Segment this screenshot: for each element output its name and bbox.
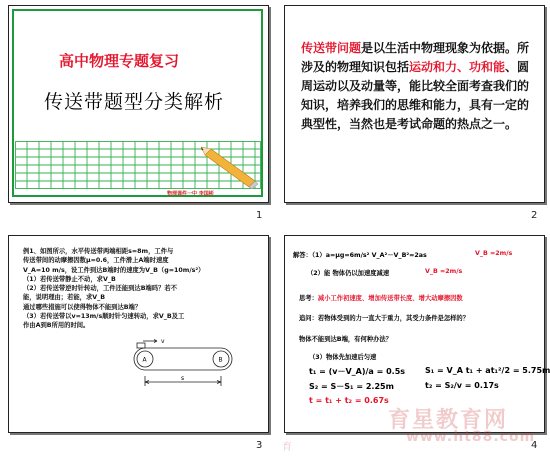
slide-3-thumbnail[interactable] xyxy=(8,235,269,433)
followup-question-2: 物体不能到达B端，有何种办法？ xyxy=(299,336,392,343)
equation-s2: S₂ = S－S₁ = 2.25m xyxy=(309,382,394,391)
pulley-a-label: A xyxy=(142,356,147,364)
slide-2-keyword: 传送带问题 xyxy=(301,41,362,55)
pulley-b-label: B xyxy=(218,356,223,364)
slide-3-problem xyxy=(23,247,263,331)
think-label: 思考： xyxy=(299,295,318,302)
solution-line-1 xyxy=(293,250,427,259)
conveyor-belt-diagram xyxy=(117,336,257,394)
velocity-label: v xyxy=(161,338,165,345)
equation-t2: t₂ = S₂/v = 0.17s xyxy=(425,381,499,390)
watermark-fragment: 育 xyxy=(282,442,292,453)
solution-2-text: 物体仍以加速度减速 xyxy=(330,270,390,277)
slide-2-text-b: 、圆周运动以及动量等，能比较全面考查我们的知识，培养我们的思维和能力，具有一定的典型性，当然也是考试命题的热点之一。 xyxy=(301,60,530,131)
problem-line: （3）若传送带以v=13m/s顺时针匀速转动，求V_B及工 xyxy=(23,313,185,321)
slide-1-number: 1 xyxy=(256,210,263,221)
solution-label: 解答： xyxy=(293,252,312,259)
problem-line: 通过哪些措施可以使得物体不能到达B端？ xyxy=(23,303,142,311)
slide-2-highlight: 运动和力、功和能 xyxy=(409,60,506,74)
problem-line: V_A=10 m/s，设工件到达B端时的速度为V_B（g=10m/s²） xyxy=(23,266,205,274)
problem-line: 例1、如图所示，水平传送带两端相距s=8m，工件与 xyxy=(23,248,174,255)
equation-total-time: t = t₁ + t₂ = 0.67s xyxy=(309,396,389,405)
problem-line: （1）若传送带静止不动，求V_B xyxy=(23,275,116,283)
slide-2-body xyxy=(301,39,531,134)
solution-line-2 xyxy=(307,268,389,277)
solution-vb-2: V_B =2m/s xyxy=(425,268,463,275)
watermark-site-name: 育星教育网 xyxy=(388,408,509,433)
slide-3-number: 3 xyxy=(256,440,263,451)
slide-1-credit: 物理课件一中 李国彬 xyxy=(167,191,214,197)
slide-2-number: 2 xyxy=(531,210,538,221)
think-answer: 减小工作初速度、增加传送带长度、增大动摩擦因数 xyxy=(317,295,463,302)
solution-eq-1: （1）a=μg=6m/s² V_A²－V_B²=2as xyxy=(311,252,427,259)
slide-1-subtitle: 高中物理专题复习 xyxy=(58,52,179,70)
problem-line: 作由A到B所用的时间。 xyxy=(23,322,90,330)
slide-2-text-a: 是以生活中物理现象为依据。所涉及的物理知识包括 xyxy=(301,41,530,74)
equation-s1: S₁ = V_A t₁ + at₁²/2 = 5.75m xyxy=(425,366,550,375)
solution-vb-1: V_B =2m/s xyxy=(475,250,513,257)
distance-label: s xyxy=(181,375,185,382)
slide-4-number: 4 xyxy=(531,440,538,451)
pencil-icon xyxy=(201,147,258,189)
watermark-url: www.ht88.com xyxy=(406,429,536,445)
problem-line: （2）若传送带逆时针转动，工件还能到达B端吗？若不 xyxy=(23,285,178,293)
solution-part-3: （3）物体先加速后匀速 xyxy=(309,354,377,361)
slide-2-thumbnail[interactable] xyxy=(284,5,545,203)
think-line xyxy=(299,293,463,302)
solution-2-prefix: （2）能 xyxy=(307,270,331,277)
problem-line: 传送带间的动摩擦因数μ=0.6，工件滑上A端时速度 xyxy=(23,257,169,265)
followup-question: 追问：若物体受到的力一直大于重力，其受力条件是怎样的？ xyxy=(299,315,470,322)
slide-1-title: 传送带题型分类解析 xyxy=(43,91,224,113)
notebook-grid-illustration xyxy=(15,141,261,189)
problem-line: 能，说明理由；若能，求V_B xyxy=(23,294,106,302)
slide-4-thumbnail[interactable] xyxy=(284,235,550,433)
slide-1-thumbnail[interactable] xyxy=(8,5,269,203)
equation-t1: t₁ = (v－V_A)/a = 0.5s xyxy=(309,367,406,376)
